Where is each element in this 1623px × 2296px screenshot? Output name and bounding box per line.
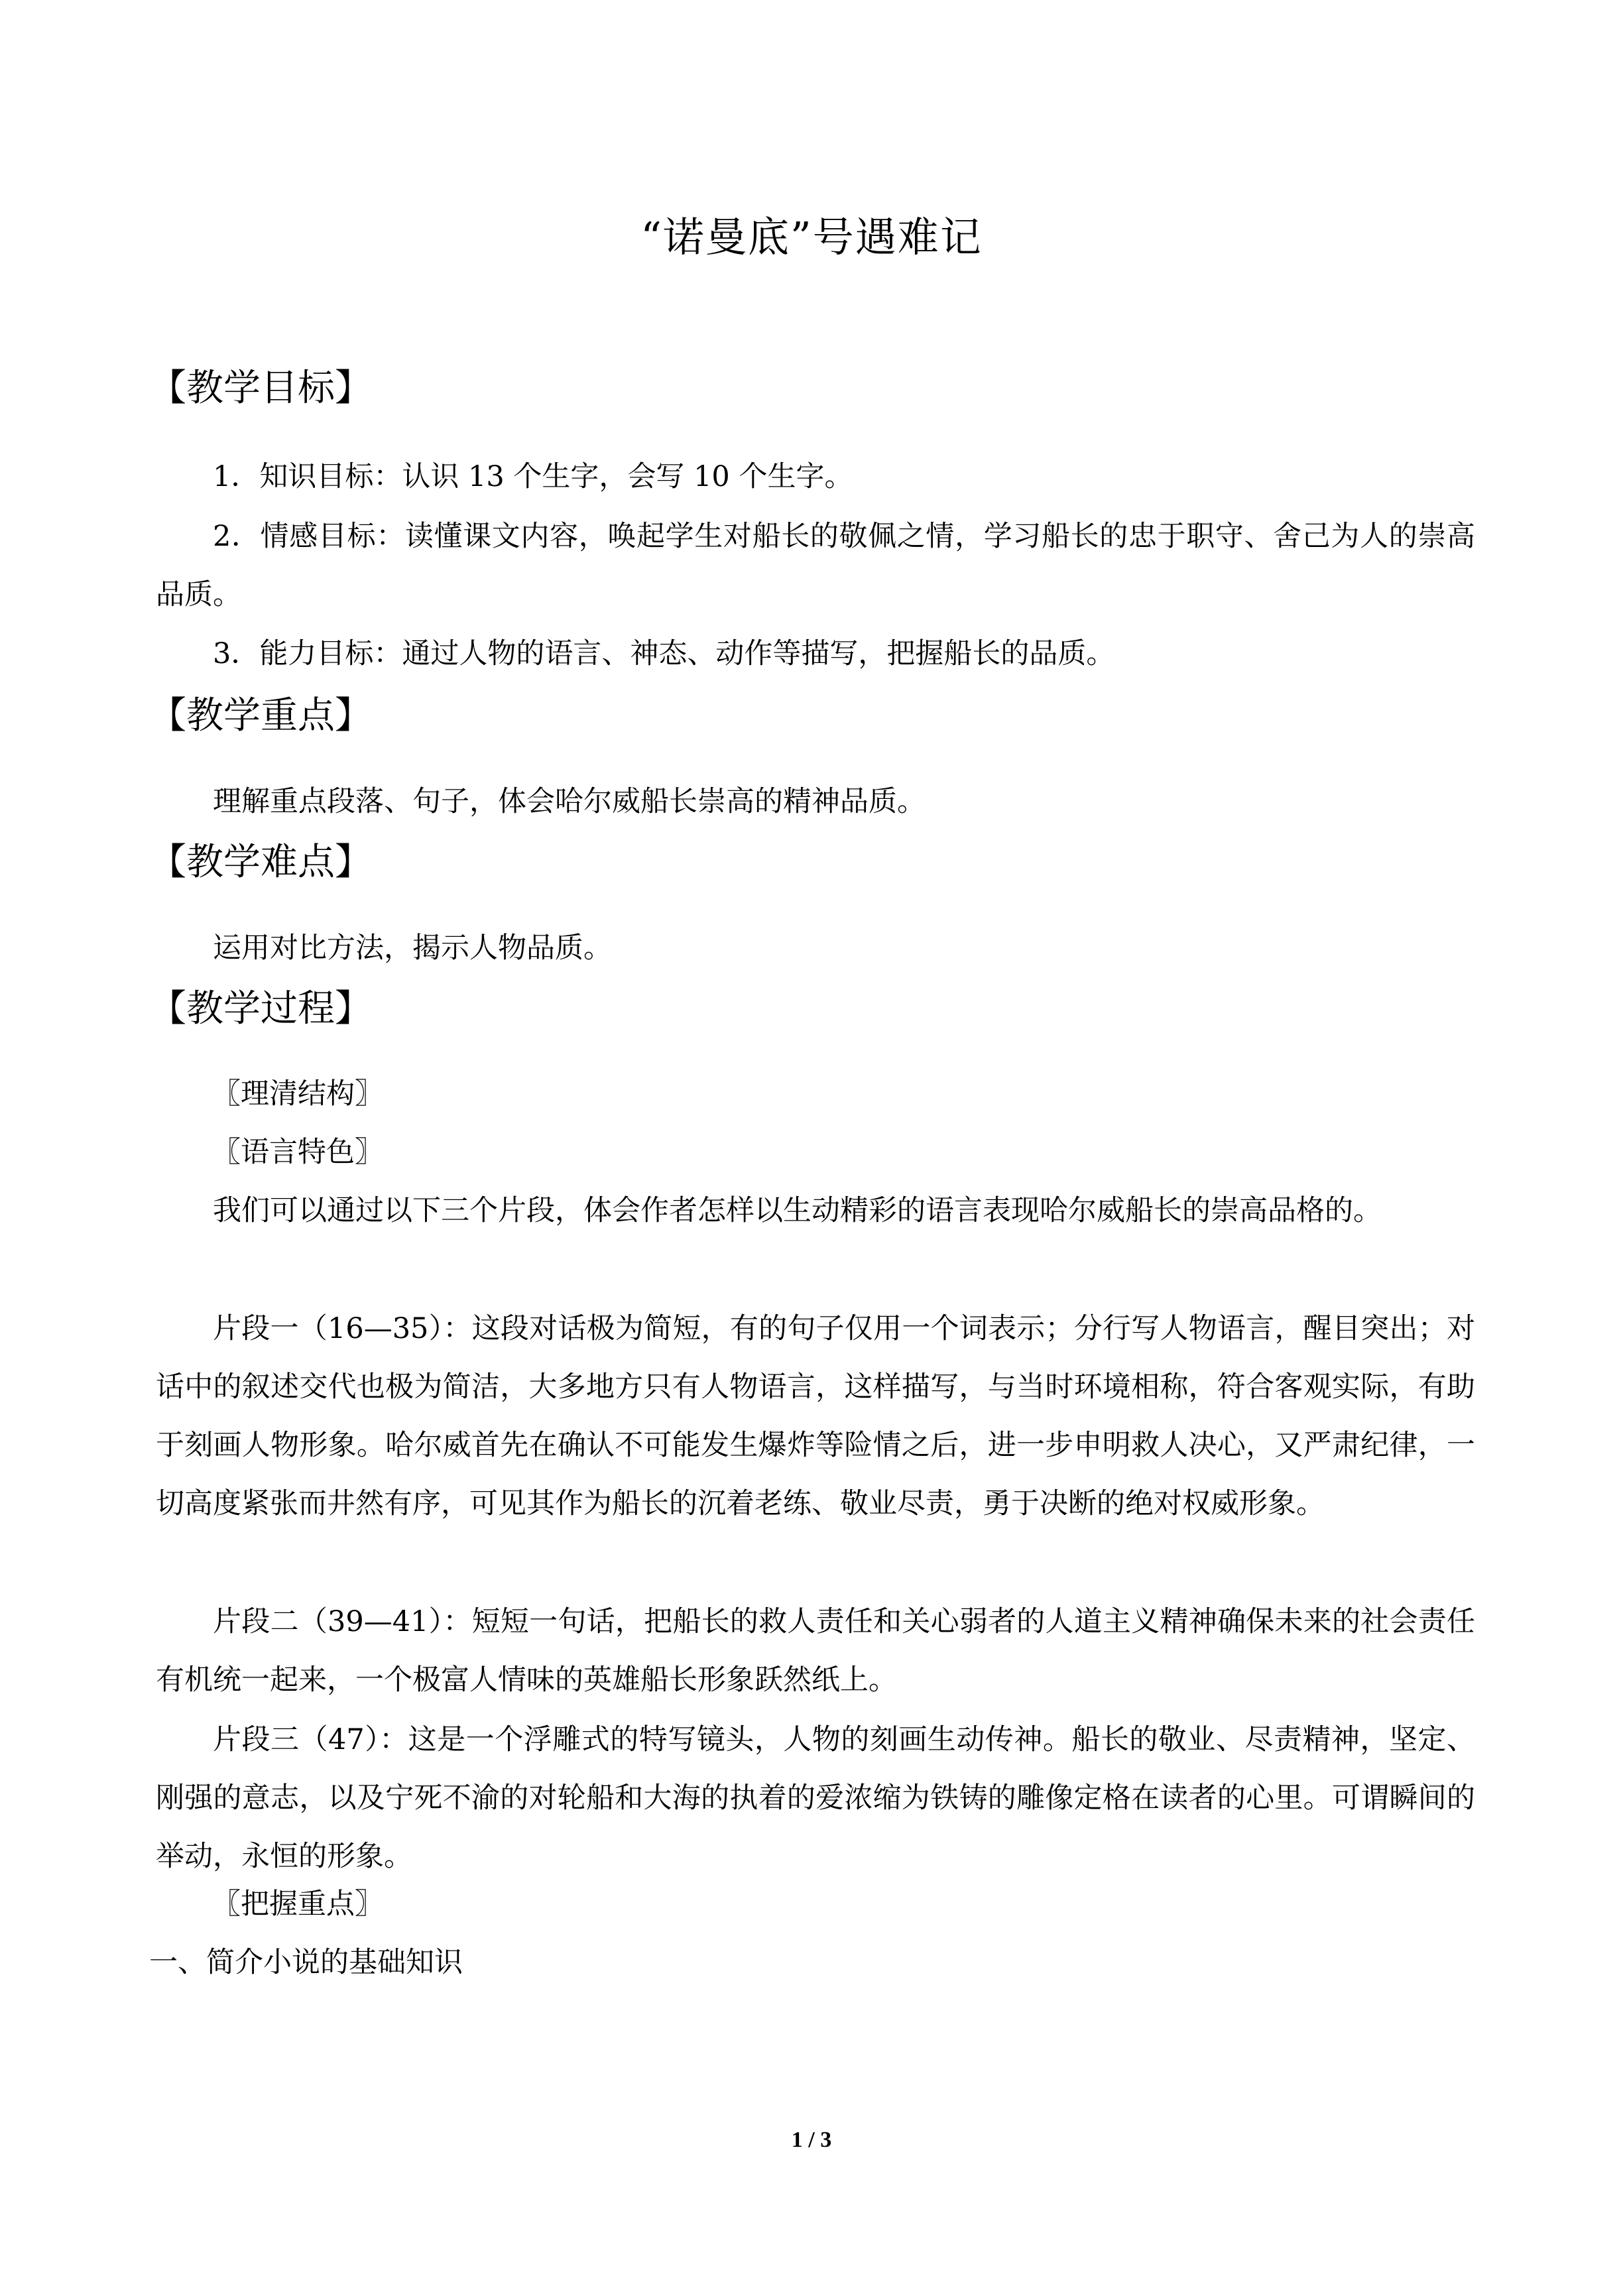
fragment-two: 片段二（39—41）：短短一句话，把船长的救人责任和关心弱者的人道主义精神确保未来的社会责任有机统一起来，一个极富人情味的英雄船长形象跃然纸上。: [156, 1605, 1475, 1697]
objective-item-emotion: 2．情感目标：读懂课文内容，唤起学生对船长的敬佩之情，学习船长的忠于职守、舍己为人的崇高品质。: [156, 520, 1475, 611]
heading-difficulties: 【教学难点】: [149, 841, 372, 884]
page-number: 1 / 3: [791, 2128, 832, 2152]
difficulties-text: 运用对比方法，揭示人物品质。: [213, 932, 612, 965]
fragment-one: 片段一（16—35）：这段对话极为简短，有的句子仅用一个词表示；分行写人物语言，醒目突出；对话中的叙述交代也极为简洁，大多地方只有人物语言，这样描写，与当时环境相称，符合客观实际，有助于刻画人物形象。哈尔威首先在确认不可能发生爆炸等险情之后，进一步申明救人决心，又严肃纪律，一切高度紧张而井然有序，可见其作为船长的沉着老练、敬业尽责，勇于决断的绝对权威形象。: [156, 1312, 1475, 1520]
fragment-three: 片段三（47）：这是一个浮雕式的特写镜头，人物的刻画生动传神。船长的敬业、尽责精神，坚定、刚强的意志，以及宁死不渝的对轮船和大海的执着的爱浓缩为铁铸的雕像定格在读者的心里。可谓瞬间的举动，永恒的形象。: [156, 1723, 1475, 1873]
subheading-key: 〖把握重点〗: [212, 1888, 383, 1921]
key-points-text: 理解重点段落、句子，体会哈尔威船长崇高的精神品质。: [213, 785, 926, 818]
process-intro: 我们可以通过以下三个片段，体会作者怎样以生动精彩的语言表现哈尔威船长的崇高品格的。: [213, 1194, 1382, 1227]
heading-objectives: 【教学目标】: [149, 367, 372, 410]
objective-item-knowledge: 1．知识目标：认识 13 个生字，会写 10 个生字。: [213, 460, 853, 493]
subheading-structure: 〖理清结构〗: [212, 1077, 383, 1111]
heading-process: 【教学过程】: [149, 987, 372, 1030]
section-basic-knowledge: 一、简介小说的基础知识: [149, 1946, 463, 1979]
subheading-language: 〖语言特色〗: [212, 1136, 383, 1169]
document-title: “诺曼底”号遇难记: [640, 213, 983, 261]
objective-item-ability: 3．能力目标：通过人物的语言、神态、动作等描写，把握船长的品质。: [213, 637, 1115, 670]
heading-key-points: 【教学重点】: [149, 694, 372, 737]
